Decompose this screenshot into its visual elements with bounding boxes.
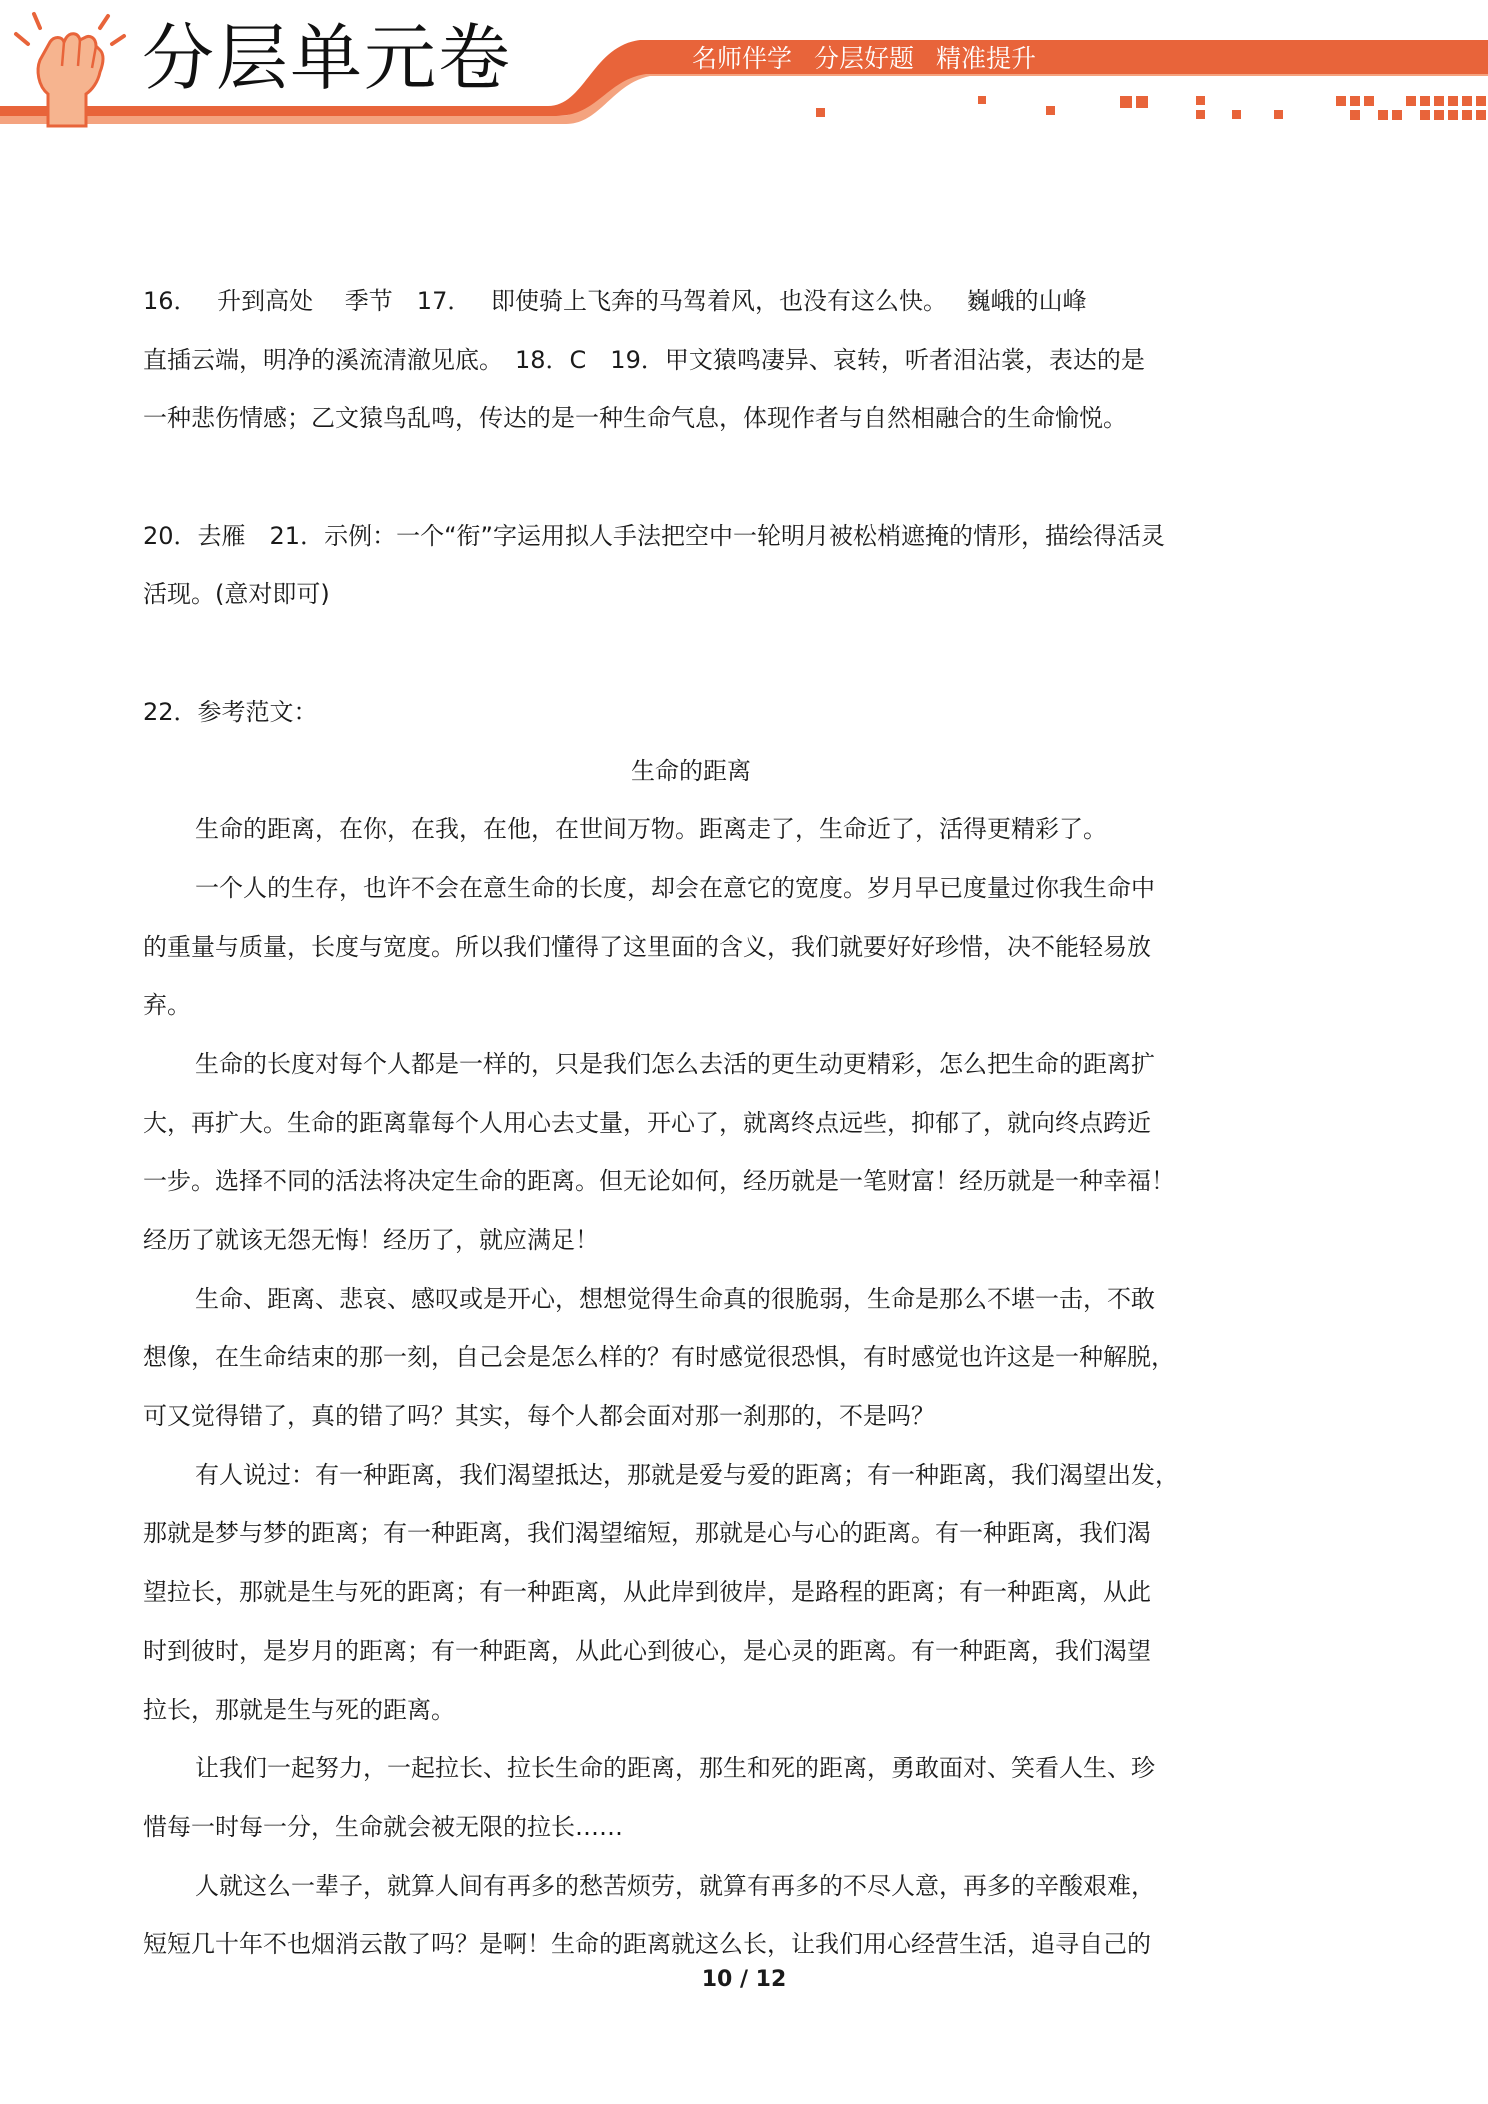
answer-line: 活现。(意对即可) (143, 580, 330, 609)
answer-line: 一种悲伤情感；乙文猿鸟乱鸣，传达的是一种生命气息，体现作者与自然相融合的生命愉悦。 (143, 404, 1127, 433)
slogan-item: 名师伴学 (692, 44, 793, 73)
essay-line: 望拉长，那就是生与死的距离；有一种距离，从此岸到彼岸，是路程的距离；有一种距离，从此 (143, 1578, 1151, 1607)
page-number: 10 / 12 (701, 1967, 787, 1992)
essay-line: 大，再扩大。生命的距离靠每个人用心去丈量，开心了，就离终点远些，抑郁了，就向终点跨近 (143, 1108, 1151, 1137)
essay-title: 生命的距离 (631, 756, 751, 785)
essay-line: 人就这么一辈子，就算人间有再多的愁苦烦劳，就算有再多的不尽人意，再多的辛酸艰难， (195, 1871, 1155, 1900)
essay-line: 可又觉得错了，真的错了吗？其实，每个人都会面对那一刹那的，不是吗？ (143, 1402, 935, 1431)
page-content (143, 272, 1239, 1974)
spacer (143, 624, 1239, 683)
essay-line: 的重量与质量，长度与宽度。所以我们懂得了这里面的含义，我们就要好好珍惜，决不能轻易放 (143, 932, 1151, 961)
header-slogan (692, 46, 1058, 71)
essay-line: 让我们一起努力，一起拉长、拉长生命的距离，那生和死的距离，勇敢面对、笑看人生、珍 (195, 1754, 1155, 1783)
answer-line: 20．去雁 21．示例：一个“衔”字运用拟人手法把空中一轮明月被松梢遮掩的情形，描绘得活灵 (143, 521, 1165, 550)
essay-line: 生命、距离、悲哀、感叹或是开心，想想觉得生命真的很脆弱，生命是那么不堪一击，不敢 (195, 1284, 1155, 1313)
essay-line: 有人说过：有一种距离，我们渴望抵达，那就是爱与爱的距离；有一种距离，我们渴望出发， (195, 1460, 1179, 1489)
page-header (0, 0, 1488, 130)
raised-fist-icon (10, 8, 130, 132)
slogan-item: 精准提升 (936, 44, 1037, 73)
essay-line: 惜每一时每一分，生命就会被无限的拉长…… (143, 1812, 623, 1841)
essay-line: 一个人的生存，也许不会在意生命的长度，却会在意它的宽度。岁月早已度量过你我生命中 (195, 873, 1155, 902)
slogan-item: 分层好题 (814, 44, 915, 73)
essay-line: 那就是梦与梦的距离；有一种距离，我们渴望缩短，那就是心与心的距离。有一种距离，我们渴 (143, 1519, 1151, 1548)
essay-line: 经历了就该无怨无悔！经历了，就应满足！ (143, 1226, 599, 1254)
essay-line: 一步。选择不同的活法将决定生命的距离。但无论如何，经历就是一笔财富！经历就是一种幸福！ (143, 1167, 1175, 1196)
answer-line: 16． 升到高处 季节 17． 即使骑上飞奔的马驾着风，也没有这么快。 巍峨的山峰 (143, 287, 1087, 315)
essay-line: 生命的距离，在你，在我，在他，在世间万物。距离走了，生命近了，活得更精彩了。 (195, 815, 1107, 844)
essay-line: 拉长，那就是生与死的距离。 (143, 1695, 455, 1724)
essay-line: 弃。 (143, 991, 191, 1020)
essay-line: 时到彼时，是岁月的距离；有一种距离，从此心到彼心，是心灵的距离。有一种距离，我们渴望 (143, 1636, 1151, 1665)
brand-title: 分层单元卷 (142, 16, 513, 100)
essay-line: 短短几十年不也烟消云散了吗？是啊！生命的距离就这么长，让我们用心经营生活，追寻自己的 (143, 1930, 1151, 1959)
spacer (143, 448, 1239, 507)
essay-line: 生命的长度对每个人都是一样的，只是我们怎么去活的更生动更精彩，怎么把生命的距离扩 (195, 1049, 1155, 1078)
answer-line: 直插云端，明净的溪流清澈见底。 18．C 19．甲文猿鸣凄异、哀转，听者泪沾裳，表达的是 (143, 345, 1145, 374)
essay-line: 想像，在生命结束的那一刻，自己会是怎么样的？有时感觉很恐惧，有时感觉也许这是一种解脱， (143, 1343, 1175, 1372)
answer-line: 22．参考范文： (143, 697, 318, 726)
